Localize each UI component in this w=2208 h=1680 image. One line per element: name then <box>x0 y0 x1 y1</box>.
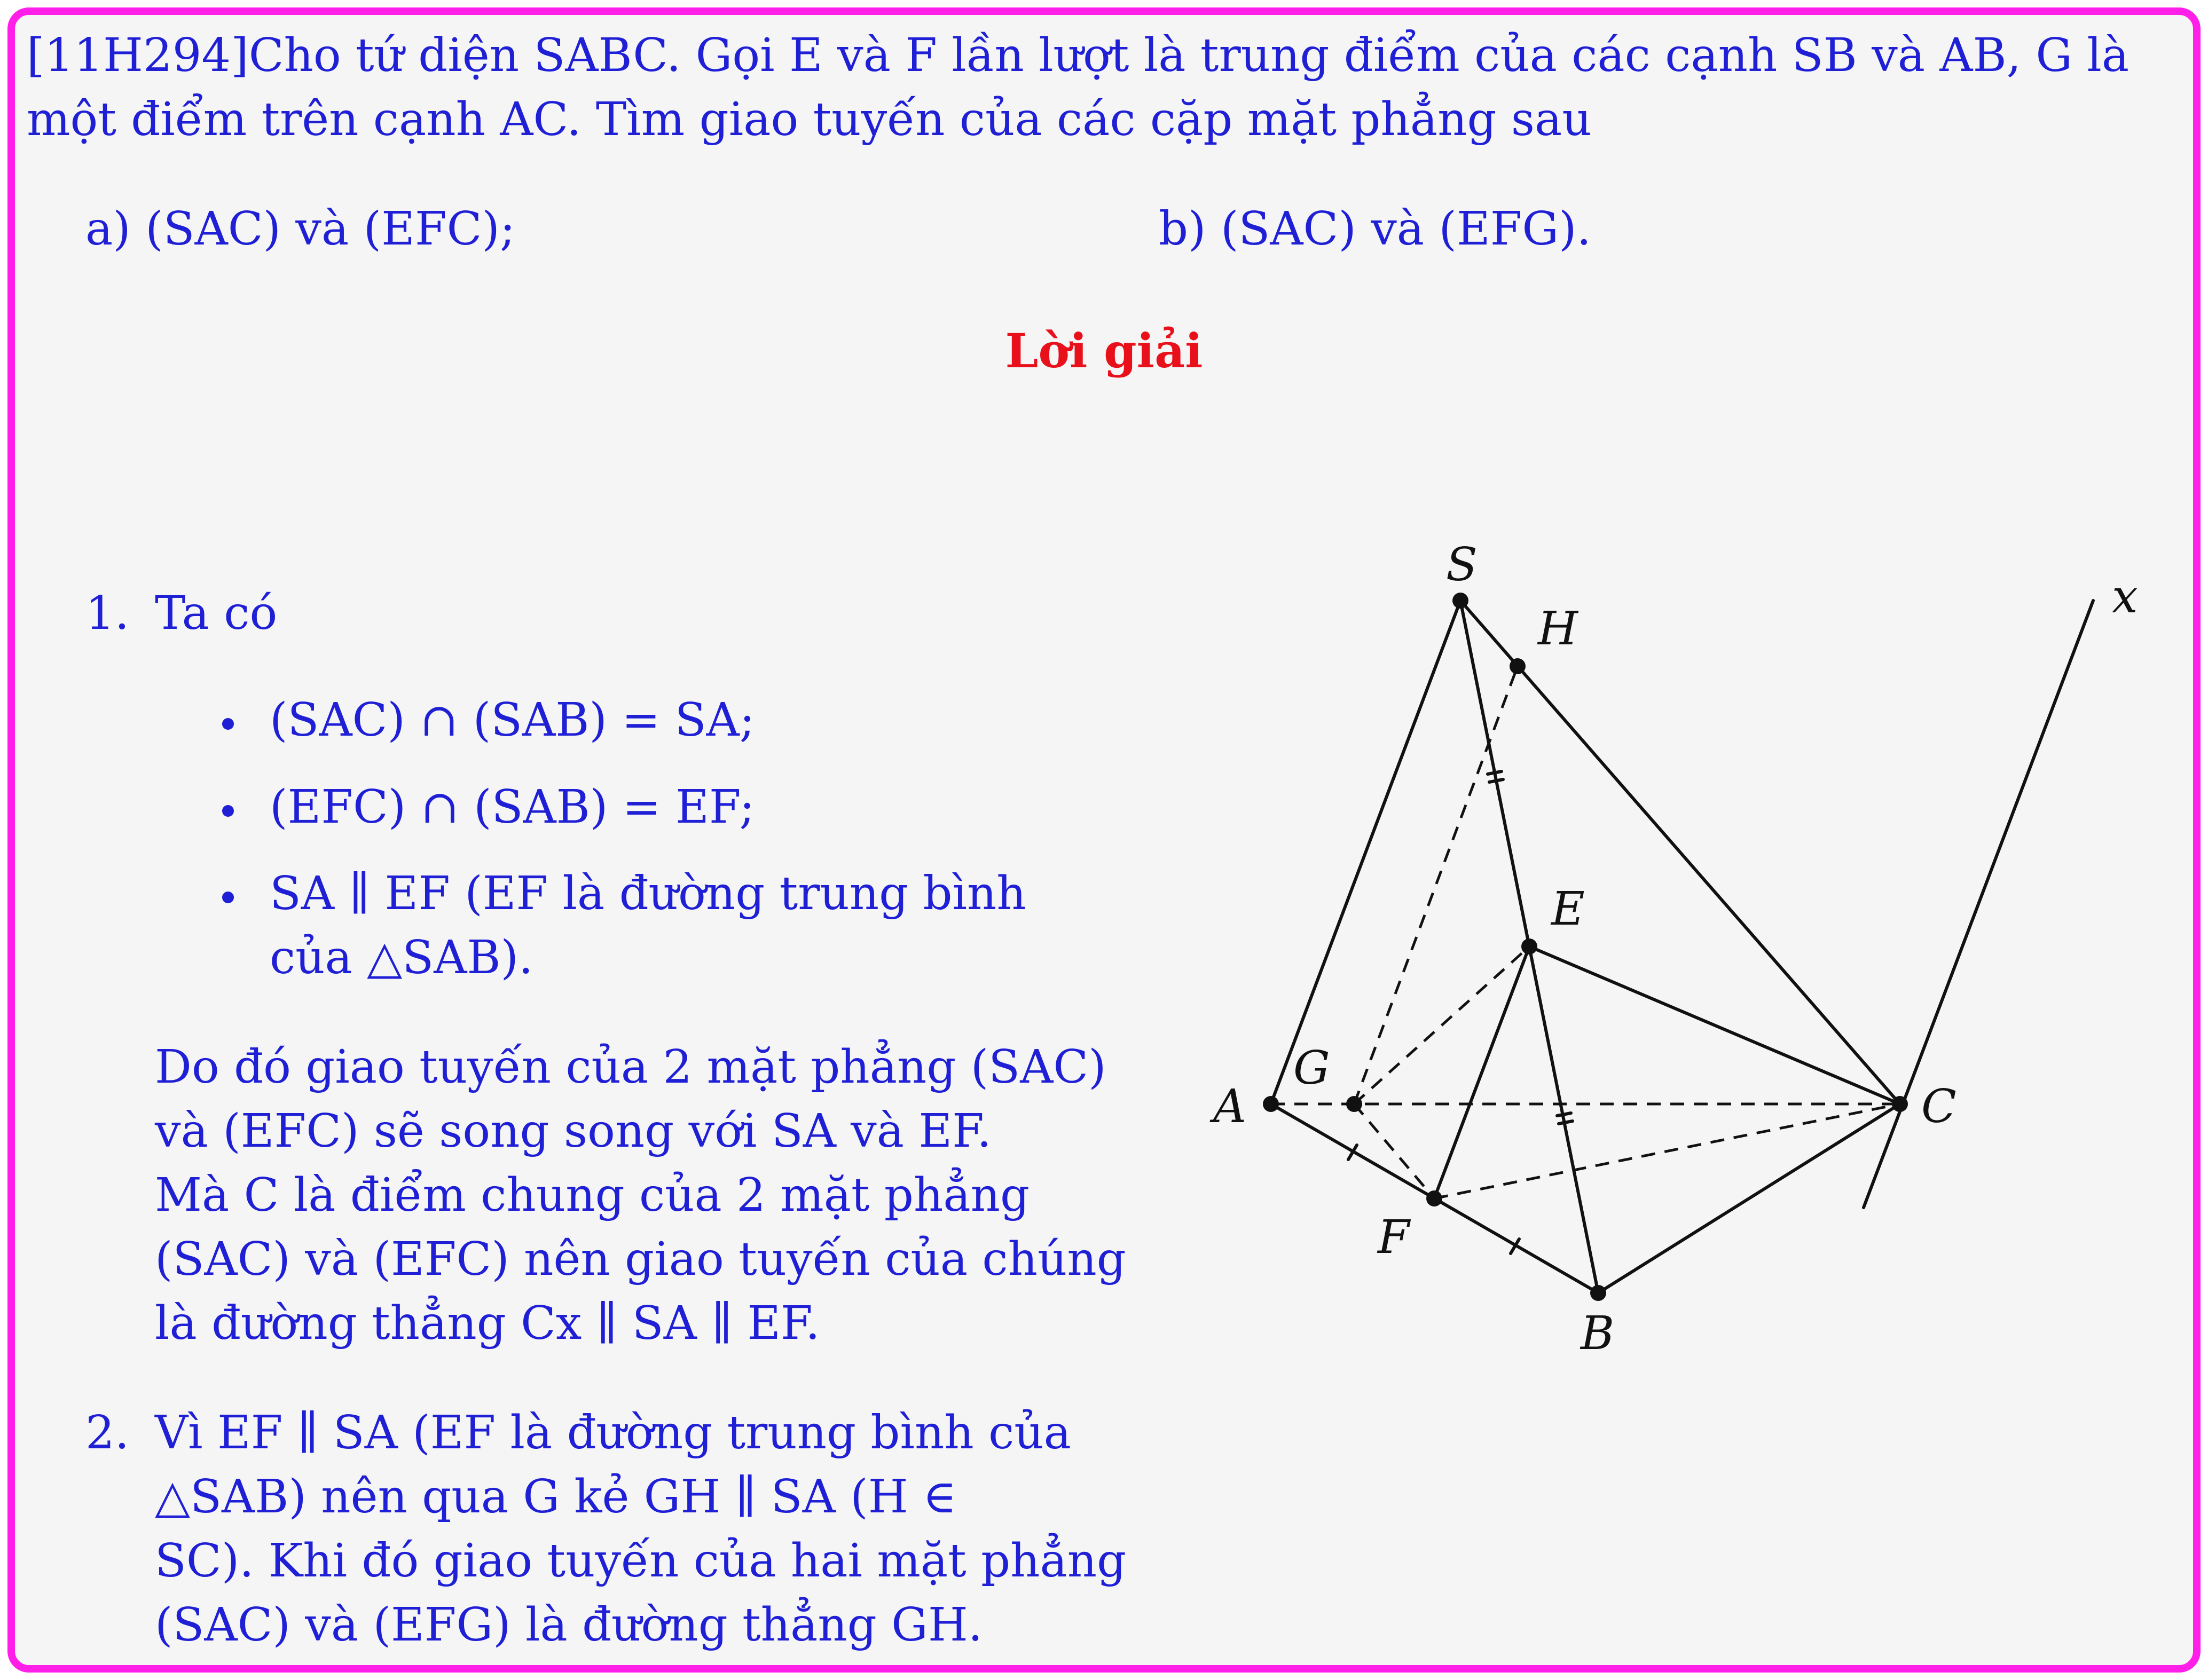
segment-FC <box>1434 1104 1900 1198</box>
bullet-text-3-cont: của △SAB). <box>270 931 533 984</box>
point-H <box>1510 658 1526 674</box>
problem-text-line-1: Cho tứ diện SABC. Gọi E và F lần lượt là trung điểm của các cạnh SB và AB, G là <box>248 29 2130 82</box>
label-G: G <box>1293 1042 1330 1095</box>
point-B <box>1590 1285 1606 1301</box>
item-2-line-3: SC). Khi đó giao tuyến của hai mặt phẳng <box>155 1534 1127 1588</box>
label-C: C <box>1921 1080 1956 1133</box>
part-b: b) (SAC) và (EFG). <box>1159 202 1591 256</box>
label-E: E <box>1551 882 1585 936</box>
item-1-para-1: Do đó giao tuyến của 2 mặt phẳng (SAC) <box>155 1040 1106 1094</box>
label-B: B <box>1581 1307 1615 1360</box>
segment-GE <box>1354 947 1529 1104</box>
edge-SA <box>1271 601 1460 1104</box>
label-H: H <box>1538 602 1578 656</box>
segment-EF <box>1434 947 1529 1198</box>
item-1-number: 1. <box>85 587 130 640</box>
bullet-text-1: (SAC) ∩ (SAB) = SA; <box>270 693 755 747</box>
item-1-para-5: là đường thẳng Cx ∥ SA ∥ EF. <box>155 1297 820 1350</box>
label-x: x <box>2112 570 2138 624</box>
label-A: A <box>1213 1080 1247 1133</box>
point-G <box>1346 1096 1362 1112</box>
point-A <box>1263 1096 1279 1112</box>
problem-id: [11H294] <box>27 29 249 82</box>
bullet-text-2: (EFC) ∩ (SAB) = EF; <box>270 780 755 834</box>
item-1-intro: Ta có <box>155 587 278 640</box>
line-Cx <box>1864 601 2093 1208</box>
item-2-number: 2. <box>85 1406 130 1460</box>
label-S: S <box>1446 538 1478 591</box>
label-F: F <box>1378 1211 1410 1264</box>
point-E <box>1521 938 1537 955</box>
point-S <box>1452 593 1468 609</box>
item-1-para-4: (SAC) và (EFC) nên giao tuyến của chúng <box>155 1233 1126 1286</box>
item-2-line-1: Vì EF ∥ SA (EF là đường trung bình của <box>155 1406 1071 1460</box>
item-1-para-3: Mà C là điểm chung của 2 mặt phẳng <box>155 1169 1030 1222</box>
point-F <box>1426 1190 1442 1206</box>
item-1-para-2: và (EFC) sẽ song song với SA và EF. <box>155 1105 992 1158</box>
solution-title: Lời giải <box>1005 323 1203 378</box>
point-C <box>1892 1096 1908 1112</box>
item-2-line-4: (SAC) và (EFG) là đường thẳng GH. <box>155 1598 983 1652</box>
edge-SC <box>1460 601 1900 1104</box>
item-2-line-2: △SAB) nên qua G kẻ GH ∥ SA (H ∈ <box>155 1470 957 1524</box>
bullet-text-3: SA ∥ EF (EF là đường trung bình <box>270 867 1026 920</box>
segment-GF <box>1354 1104 1434 1198</box>
part-a: a) (SAC) và (EFC); <box>85 202 515 256</box>
segment-EC <box>1529 947 1900 1104</box>
problem-line-2: một điểm trên cạnh AC. Tìm giao tuyến của các cặp mặt phẳng sau <box>27 93 1592 146</box>
edge-BC <box>1598 1104 1900 1293</box>
